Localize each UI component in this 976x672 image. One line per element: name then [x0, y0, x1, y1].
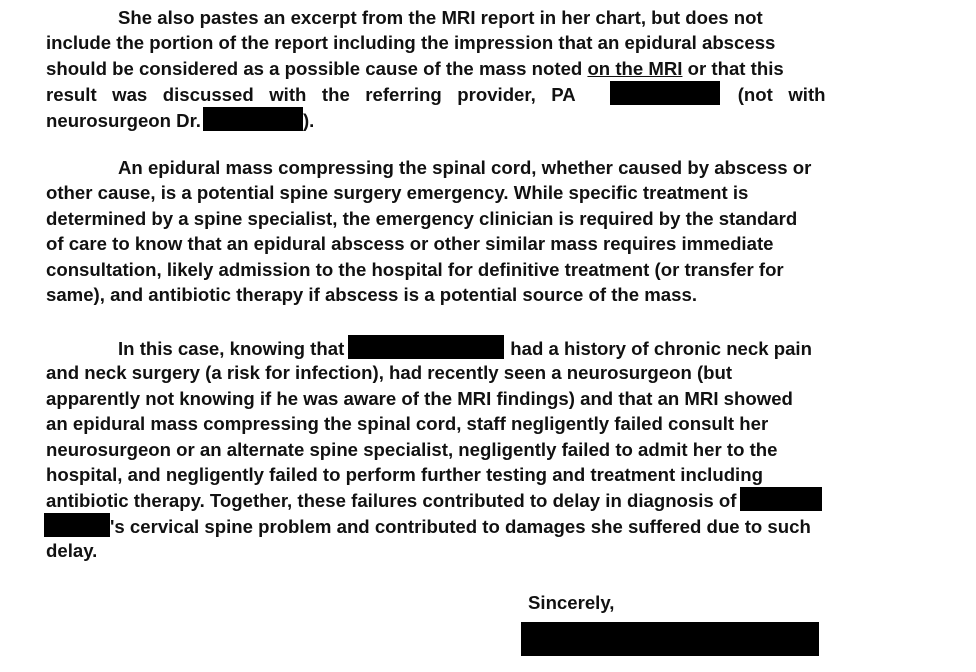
text-segment: In this case, knowing that [118, 338, 345, 359]
text-segment: result was discussed with the referring provider, PA [46, 84, 576, 106]
text-line: an epidural mass compressing the spinal cord, staff negligently failed consult her [46, 413, 769, 435]
text-segment: or that this [682, 57, 784, 79]
text-line: determined by a spine specialist, the emergency clinician is required by the standard [46, 207, 798, 229]
text-line: and neck surgery (a risk for infection), had recently seen a neurosurgeon (but [46, 362, 733, 384]
redaction-patient-name-2 [740, 487, 822, 511]
text-line: neurosurgeon or an alternate spine specialist, negligently failed to admit her to the [46, 438, 778, 460]
text-segment: neurosurgeon Dr. [46, 109, 201, 131]
text-line [46, 513, 946, 538]
paragraph-this-case [46, 335, 946, 564]
text-line: delay. [46, 540, 98, 562]
text-line [46, 487, 946, 512]
text-line: An epidural mass compressing the spinal cord, whether caused by abscess or [118, 157, 812, 178]
redaction-signature [521, 622, 819, 656]
text-line: of care to know that an epidural abscess or other similar mass requires immediate [46, 233, 774, 255]
redaction-pa-name [610, 81, 720, 105]
text-line: apparently not knowing if he was aware of the MRI findings) and that an MRI showed [46, 387, 793, 409]
text-segment: antibiotic therapy. Together, these failures contributed to delay in diagnosis of [46, 490, 737, 512]
text-line: include the portion of the report including the impression that an epidural abscess [46, 32, 776, 54]
text-line: other cause, is a potential spine surgery emergency. While specific treatment is [46, 182, 749, 204]
paragraph-epidural-mass [46, 155, 946, 307]
underlined-text: on the MRI [587, 57, 683, 79]
text-line [46, 107, 946, 132]
text-segment: (not with [737, 84, 826, 106]
text-line: hospital, and negligently failed to perform further testing and treatment including [46, 463, 763, 485]
text-segment: had a history of chronic neck pain [510, 338, 812, 359]
text-segment: 's cervical spine problem and contributed to damages she suffered due to such [110, 515, 811, 537]
text-segment: ). [302, 109, 315, 131]
redaction-neurosurgeon-name [203, 107, 303, 131]
text-line [46, 56, 946, 81]
redaction-patient-name [348, 335, 504, 359]
text-segment: should be considered as a possible cause of the mass noted [46, 57, 588, 79]
text-line: same), and antibiotic therapy if abscess is a potential source of the mass. [46, 283, 697, 305]
paragraph-mri-excerpt [46, 5, 946, 132]
redaction-patient-name-3 [44, 513, 110, 537]
text-line [46, 81, 946, 106]
text-line [46, 335, 946, 360]
text-line: She also pastes an excerpt from the MRI report in her chart, but does not [118, 7, 763, 28]
closing-salutation: Sincerely, [528, 592, 615, 613]
text-line: consultation, likely admission to the hospital for definitive treatment (or transfer for [46, 258, 784, 280]
